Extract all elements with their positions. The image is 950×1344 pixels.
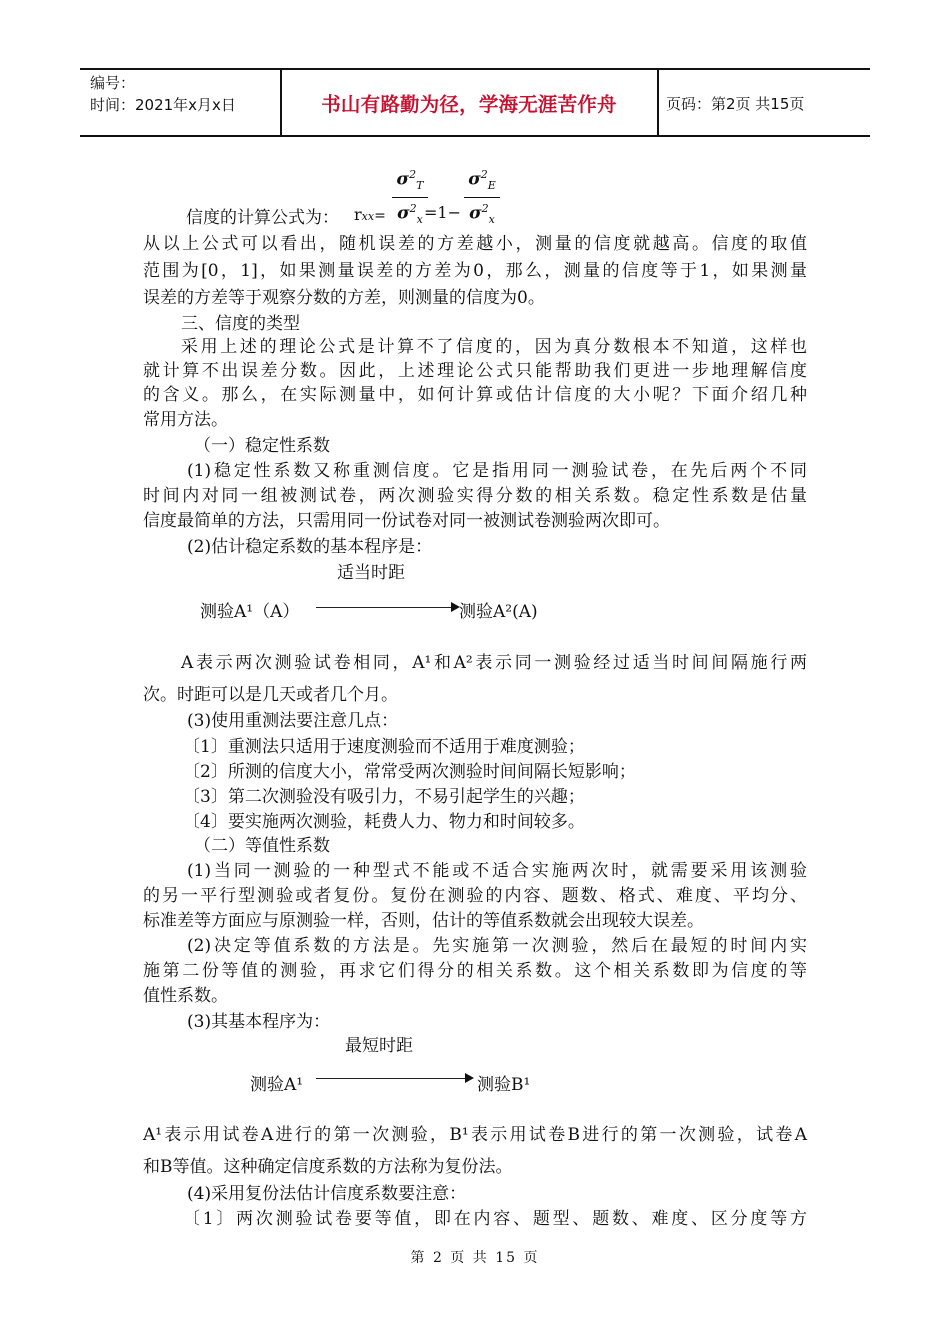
diagram-1-right-label: 测验A²(A) — [459, 602, 538, 622]
note-2: 〔2〕所测的信度大小，常常受两次测验时间间隔长短影响； — [183, 762, 636, 782]
p3-line-3: 信度最简单的方法，只需用同一份试卷对同一被测试卷测验两次即可。 — [143, 511, 670, 531]
p12: 〔1〕两次测验试卷要等值，即在内容、题型、题数、难度、区分度等方 — [183, 1209, 807, 1229]
p5-line-1: A表示两次测验试卷相同，A¹和A²表示同一测验经过适当时间间隔施行两 — [181, 653, 807, 673]
diagram-2-arrow-line — [316, 1078, 466, 1079]
p7-line-2: 的另一平行型测验或者复份。复份在测验的内容、题数、格式、难度、平均分、 — [143, 886, 807, 906]
p10-line-2: 和B等值。这种确定信度系数的方法称为复份法。 — [143, 1157, 513, 1177]
note-3: 〔3〕第二次测验没有吸引力，不易引起学生的兴趣； — [183, 787, 585, 807]
p5-line-2: 次。时距可以是几天或者几个月。 — [143, 685, 398, 705]
fraction-2-denominator: $\sigma^2_x$ — [469, 202, 495, 227]
diagram-2-interval-label: 最短时距 — [345, 1036, 413, 1056]
header-code: 编号： — [90, 74, 136, 92]
page-footer: 第 2 页 共 15 页 — [410, 1250, 540, 1266]
fraction-2-bar — [464, 197, 500, 198]
subheading-1: （一）稳定性系数 — [194, 436, 330, 456]
diagram-1-interval-label: 适当时距 — [337, 563, 405, 583]
header-motto: 书山有路勤为径，学海无涯苦作舟 — [321, 93, 617, 116]
formula-label: 信度的计算公式为： — [186, 208, 339, 228]
p2-line-1: 采用上述的理论公式是计算不了信度的，因为真分数根本不知道，这样也 — [181, 337, 807, 357]
p7-line-1: (1)当同一测验的一种型式不能或不适合实施两次时，就需要采用该测验 — [187, 861, 807, 881]
note-1: 〔1〕重测法只适用于速度测验而不适用于难度测验； — [183, 737, 585, 757]
p2-line-3: 的含义。那么，在实际测量中，如何计算或估计信度的大小呢？下面介绍几种 — [143, 385, 807, 405]
section-heading-3: 三、信度的类型 — [181, 314, 300, 334]
diagram-1-arrow-line — [316, 607, 452, 608]
formula-eq2: =1− — [424, 203, 461, 222]
note-4: 〔4〕要实施两次测验，耗费人力、物力和时间较多。 — [183, 812, 585, 832]
p6: (3)使用重测法要注意几点： — [187, 711, 399, 731]
p10-line-1: A¹表示用试卷A进行的第一次测验，B¹表示用试卷B进行的第一次测验，试卷A — [143, 1125, 807, 1145]
subheading-2: （二）等值性系数 — [194, 836, 330, 856]
fraction-1-bar — [392, 197, 428, 198]
diagram-1-left-label: 测验A¹（A） — [200, 602, 300, 622]
diagram-2-left-label: 测验A¹ — [250, 1075, 304, 1095]
p1-line-1: 从以上公式可以看出，随机误差的方差越小，测量的信度就越高。信度的取值 — [143, 234, 807, 254]
header-page-info: 页码：第2页 共15页 — [666, 95, 805, 113]
formula-r — [354, 205, 386, 224]
formula-r-text: r — [354, 205, 362, 224]
header-date: 时间：2021年x月x日 — [90, 96, 236, 114]
p2-line-2: 就计算不出误差分数。因此，上述理论公式只能帮助我们更进一步地理解信度 — [143, 361, 807, 381]
header-divider-right — [657, 68, 659, 136]
formula-r-sub: xx — [361, 210, 375, 223]
p8-line-1: (2)决定等值系数的方法是。先实施第一次测验，然后在最短的时间内实 — [187, 936, 807, 956]
p8-line-3: 值性系数。 — [143, 986, 228, 1006]
p1-line-3: 误差的方差等于观察分数的方差，则测量的信度为0。 — [143, 288, 545, 308]
formula-fraction-1 — [392, 165, 428, 230]
diagram-2-arrow-head-icon — [465, 1073, 474, 1083]
p1-line-2: 范围为[0，1]，如果测量误差的方差为0，那么，测量的信度等于1，如果测量 — [143, 261, 807, 281]
p9: (3)其基本程序为： — [187, 1012, 331, 1032]
p4: (2)估计稳定系数的基本程序是： — [187, 537, 433, 557]
p11: (4)采用复份法估计信度系数要注意： — [187, 1184, 467, 1204]
p8-line-2: 施第二份等值的测验，再求它们得分的相关系数。这个相关系数即为信度的等 — [143, 961, 807, 981]
p3-line-1: (1)稳定性系数又称重测信度。它是指用同一测验试卷，在先后两个不同 — [187, 461, 807, 481]
formula-fraction-2 — [464, 165, 500, 230]
fraction-1-numerator: $\sigma^2_T$ — [396, 168, 424, 193]
p7-line-3: 标准差等方面应与原测验一样，否则，估计的等值系数就会出现较大误差。 — [143, 911, 704, 931]
p2-line-4: 常用方法。 — [143, 410, 228, 430]
formula-eq1: = — [374, 208, 386, 224]
fraction-1-denominator: $\sigma^2_x$ — [397, 202, 423, 227]
diagram-2-right-label: 测验B¹ — [477, 1075, 531, 1095]
fraction-2-numerator: $\sigma^2_E$ — [468, 168, 496, 193]
header-meta — [90, 72, 236, 116]
p3-line-2: 时间内对同一组被测试卷，两次测验实得分数的相关系数。稳定性系数是估量 — [143, 486, 807, 506]
